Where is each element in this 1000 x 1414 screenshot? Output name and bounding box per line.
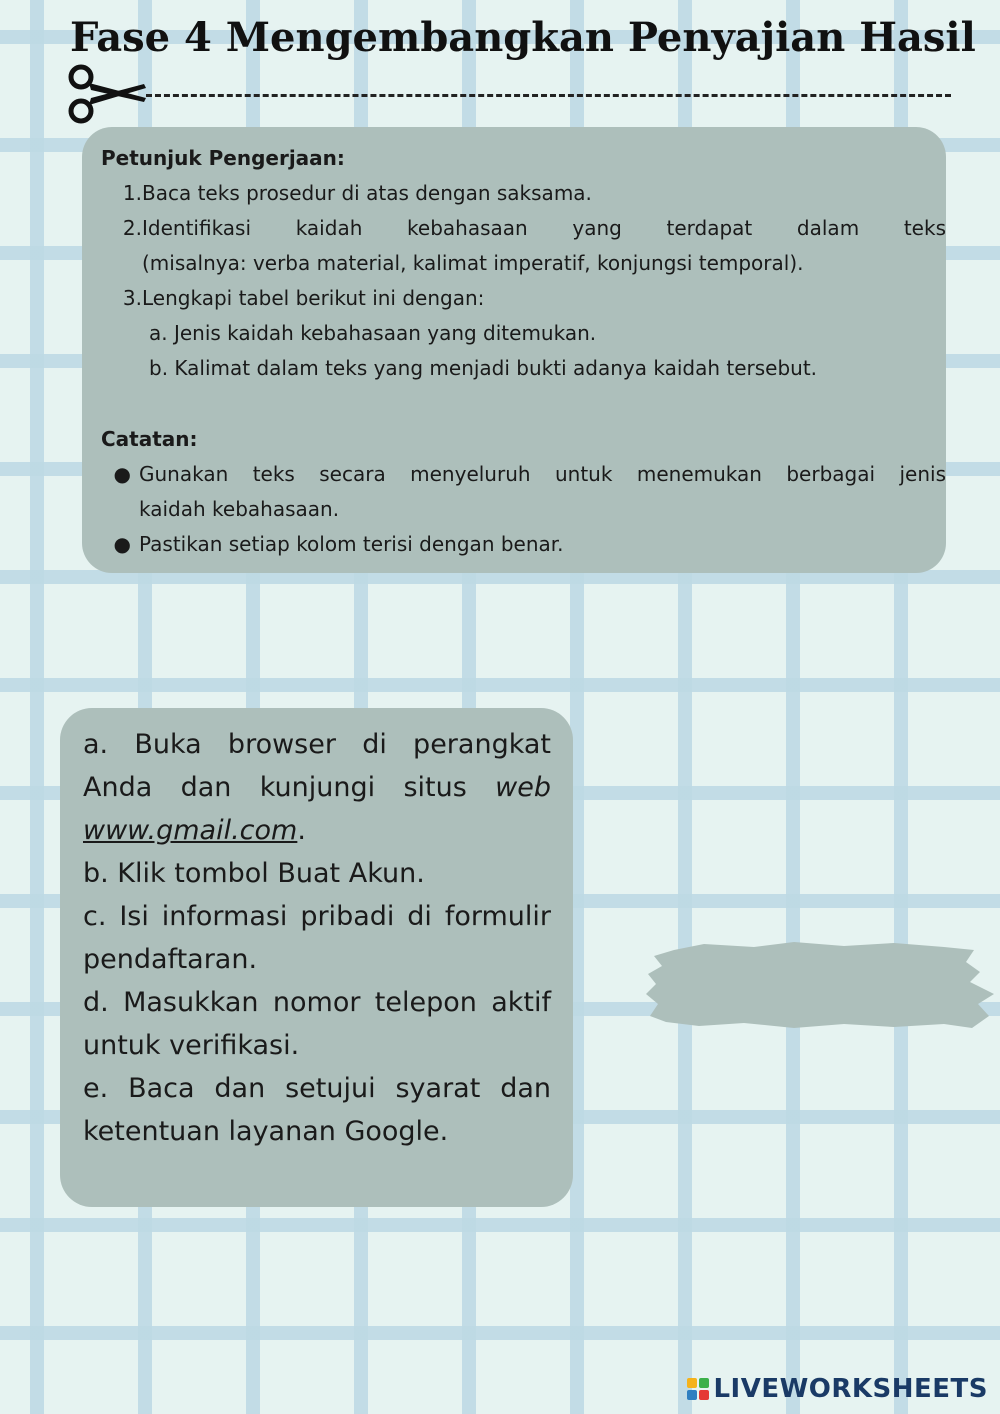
step-number: 3.	[122, 286, 142, 310]
instructions-panel	[82, 127, 946, 573]
sub-item: b. Kalimat dalam teks yang menjadi bukti adanya kaidah tersebut.	[149, 356, 818, 380]
step-e-line: e. Baca dan setujui syarat dan	[83, 1073, 551, 1104]
procedure-step-e	[83, 1067, 551, 1153]
instruction-step	[101, 281, 946, 316]
bullet-icon: ●	[113, 532, 131, 556]
procedure-step-c	[83, 895, 551, 981]
step-d-line: untuk verifikasi.	[83, 1030, 300, 1061]
step-text: Baca teks prosedur di atas dengan saksama.	[142, 181, 592, 205]
brand-name: LIVEWORKSHEETS	[713, 1374, 988, 1404]
note-text: kaidah kebahasaan.	[139, 497, 340, 521]
step-a-line: a. Buka browser di perangkat	[83, 729, 551, 760]
step-a-end: .	[297, 815, 306, 846]
step-number: 2.	[122, 216, 142, 240]
step-a-text: Anda dan kunjungi situs	[83, 772, 496, 803]
procedure-step-a	[83, 723, 551, 852]
step-d-line: d. Masukkan nomor telepon aktif	[83, 987, 551, 1018]
liveworksheets-brand	[687, 1374, 988, 1404]
instruction-step	[101, 211, 946, 246]
note-text: Gunakan teks secara menyeluruh untuk menemukan berbagai jenis	[139, 462, 946, 486]
step-c-line: c. Isi informasi pribadi di formulir	[83, 901, 551, 932]
note-item	[101, 457, 946, 492]
bullet-icon: ●	[113, 462, 131, 486]
note-item	[101, 527, 946, 562]
step-e-line: ketentuan layanan Google.	[83, 1116, 449, 1147]
brush-stroke-answer-field[interactable]	[644, 938, 1000, 1034]
instruction-step	[101, 176, 946, 211]
procedure-step-b: b. Klik tombol Buat Akun.	[83, 858, 425, 889]
gmail-link[interactable]: www.gmail.com	[83, 815, 298, 846]
scissors-icon	[66, 64, 148, 126]
step-a-emphasis: web	[495, 772, 551, 803]
instructions-heading: Petunjuk Pengerjaan:	[101, 146, 345, 170]
step-text: (misalnya: verba material, kalimat imperatif, konjungsi temporal).	[142, 251, 804, 275]
step-c-line: pendaftaran.	[83, 944, 258, 975]
note-item-continuation	[101, 492, 946, 527]
page-title: Fase 4 Mengembangkan Penyajian Hasil	[70, 14, 976, 61]
notes-heading: Catatan:	[101, 427, 198, 451]
step-text: Identifikasi kaidah kebahasaan yang terdapat dalam teks	[142, 216, 946, 240]
cut-line	[66, 64, 896, 124]
sub-item: a. Jenis kaidah kebahasaan yang ditemukan.	[149, 321, 597, 345]
procedure-step-d	[83, 981, 551, 1067]
note-text: Pastikan setiap kolom terisi dengan benar.	[139, 532, 564, 556]
step-text: Lengkapi tabel berikut ini dengan:	[142, 286, 485, 310]
step-number: 1.	[122, 181, 142, 205]
instruction-step-continuation	[101, 246, 946, 281]
procedure-panel	[60, 708, 573, 1207]
dashed-cut-line	[146, 94, 951, 97]
step-a-line	[83, 766, 551, 809]
liveworksheets-logo-icon	[687, 1378, 709, 1400]
